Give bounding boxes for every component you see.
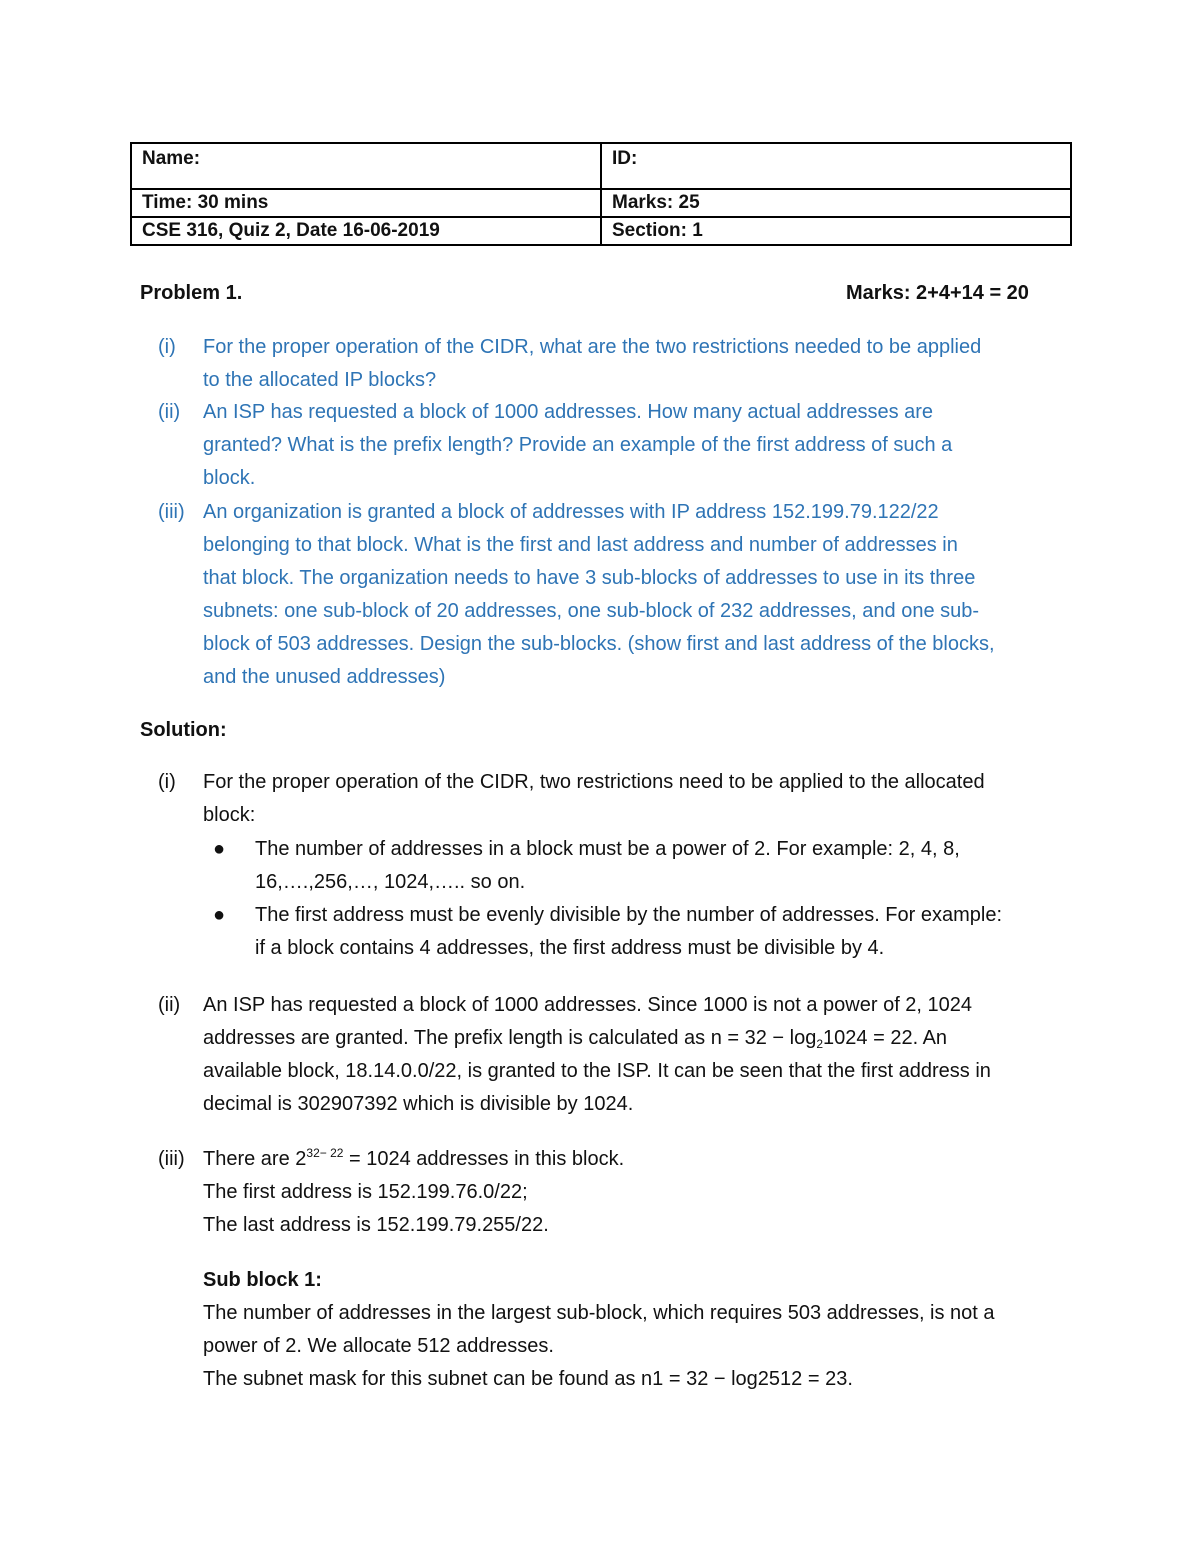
question-3-line: and the unused addresses)	[203, 666, 446, 688]
question-2-line: granted? What is the prefix length? Provide an example of the first address of such a	[203, 434, 953, 456]
solution-2-line: An ISP has requested a block of 1000 addresses. Since 1000 is not a power of 2, 1024	[203, 994, 973, 1016]
bullet-line: 16,….,256,…, 1024,….. so on.	[255, 871, 526, 893]
id-cell: ID:	[601, 143, 1071, 189]
solution-1-line: For the proper operation of the CIDR, two restrictions need to be applied to the allocated	[203, 771, 985, 793]
question-3-text	[203, 496, 1063, 694]
solution-3-label: (iii)	[158, 1148, 185, 1170]
solution-3-line: The first address is 152.199.76.0/22;	[203, 1181, 528, 1203]
log-base-subscript: 2	[816, 1037, 824, 1051]
question-2-line: An ISP has requested a block of 1000 addresses. How many actual addresses are	[203, 401, 934, 423]
solution-2-line	[203, 1022, 1063, 1055]
solution-2-line: available block, 18.14.0.0/22, is granted to the ISP. It can be seen that the first address in	[203, 1060, 991, 1082]
question-3-line: belonging to that block. What is the first and last address and number of addresses in	[203, 534, 958, 556]
problem-marks: Marks: 2+4+14 = 20	[846, 282, 1029, 304]
bullet-dot-icon: ●	[213, 904, 226, 926]
sub-block-1-line: The number of addresses in the largest sub-block, which requires 503 addresses, is not a	[203, 1302, 995, 1324]
solution-1-bullet-1	[255, 833, 1065, 899]
sub-block-1-title: Sub block 1:	[203, 1269, 322, 1291]
solution-title: Solution:	[140, 719, 227, 741]
bullet-dot-icon: ●	[213, 838, 226, 860]
solution-3-text	[203, 1143, 1063, 1242]
question-2-label: (ii)	[158, 401, 181, 423]
solution-2-line: decimal is 302907392 which is divisible by 1024.	[203, 1093, 634, 1115]
sub-block-1-line: power of 2. We allocate 512 addresses.	[203, 1335, 554, 1357]
question-1-line: to the allocated IP blocks?	[203, 369, 437, 391]
solution-2-text	[203, 989, 1063, 1121]
bullet-line: The number of addresses in a block must be a power of 2. For example: 2, 4, 8,	[255, 838, 960, 860]
solution-3-line	[203, 1143, 1063, 1176]
solution-1-label: (i)	[158, 771, 176, 793]
name-cell: Name:	[131, 143, 601, 189]
solution-1-text	[203, 766, 1063, 832]
solution-3-line: The last address is 152.199.79.255/22.	[203, 1214, 549, 1236]
solution-2-text-b: 1024 = 22. An	[823, 1027, 948, 1049]
solution-2-label: (ii)	[158, 994, 181, 1016]
time-cell: Time: 30 mins	[131, 189, 601, 217]
question-3-line: that block. The organization needs to have 3 sub-blocks of addresses to use in its three	[203, 567, 976, 589]
question-3-line: subnets: one sub-block of 20 addresses, one sub-block of 232 addresses, and one sub-	[203, 600, 980, 622]
question-3-label: (iii)	[158, 501, 185, 523]
question-3-line: An organization is granted a block of addresses with IP address 152.199.79.122/22	[203, 501, 939, 523]
question-1-line: For the proper operation of the CIDR, what are the two restrictions needed to be applied	[203, 336, 982, 358]
exponent-superscript: 32− 22	[306, 1146, 344, 1160]
bullet-line: if a block contains 4 addresses, the first address must be divisible by 4.	[255, 937, 885, 959]
section-cell: Section: 1	[601, 217, 1071, 245]
question-2-text	[203, 396, 1063, 495]
sub-block-1-line: The subnet mask for this subnet can be found as n1 = 32 − log2512 = 23.	[203, 1368, 853, 1390]
sub-block-1	[203, 1264, 1063, 1396]
solution-2-text-a: addresses are granted. The prefix length is calculated as n = 32 − log	[203, 1027, 817, 1049]
quiz-header-table	[130, 142, 1072, 246]
marks-cell: Marks: 25	[601, 189, 1071, 217]
question-1-text	[203, 331, 1063, 397]
bullet-line: The first address must be evenly divisible by the number of addresses. For example:	[255, 904, 1003, 926]
solution-3-text-a: There are 2	[203, 1148, 307, 1170]
question-3-line: block of 503 addresses. Design the sub-blocks. (show first and last address of the blocks,	[203, 633, 995, 655]
solution-1-line: block:	[203, 804, 256, 826]
solution-1-bullet-2	[255, 899, 1065, 965]
question-1-label: (i)	[158, 336, 176, 358]
course-cell: CSE 316, Quiz 2, Date 16-06-2019	[131, 217, 601, 245]
solution-3-text-b: = 1024 addresses in this block.	[343, 1148, 625, 1170]
question-2-line: block.	[203, 467, 256, 489]
problem-title: Problem 1.	[140, 282, 243, 304]
